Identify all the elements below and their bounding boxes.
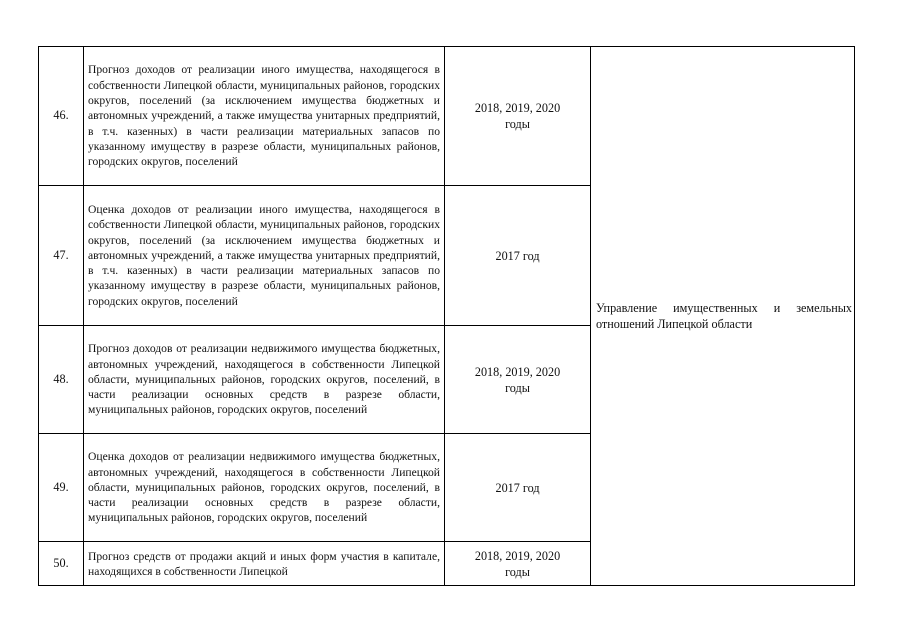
row-period-line1: 2018, 2019, 2020: [474, 101, 561, 115]
row-number: 46.: [39, 47, 84, 186]
responsible-body: Управление имущественных и земельных отношений Липецкой области: [591, 47, 855, 586]
row-period: [445, 47, 591, 186]
document-table: [38, 46, 855, 586]
row-description-clip: [88, 549, 440, 579]
row-description: Оценка доходов от реализации недвижимого имущества бюджетных, автономных учреждений, находящегося в собственности Липецкой области, муниципальных районов, городских округов, поселений, в части реализации основных средств в разрезе области, муниципальных районов, городских округов, поселений: [84, 434, 445, 542]
row-period-line2: годы: [505, 564, 530, 579]
row-description: [84, 542, 445, 586]
row-period: [445, 186, 591, 326]
row-description: Оценка доходов от реализации иного имущества, находящегося в собственности Липецкой области, муниципальных районов, городских округов, поселений (за исключением имущества бюджетных и автономных учреждений, а также имущества унитарных предприятий, в т.ч. казенных) в части реализации материальных запасов по указанному имуществу в разрезе области, муниципальных районов, городских округов, поселений: [84, 186, 445, 326]
row-description-text: Прогноз средств от продажи акций и иных форм участия в капитале, находящихся в собственности Липецкой: [88, 549, 440, 578]
row-period: [445, 434, 591, 542]
row-number: 48.: [39, 326, 84, 434]
row-description: Прогноз доходов от реализации иного имущества, находящегося в собственности Липецкой области, муниципальных районов, городских округов, поселений (за исключением имущества бюджетных и автономных учреждений, а также имущества унитарных предприятий, в т.ч. казенных) в части реализации материальных запасов по указанному имуществу в разрезе области, муниципальных районов, городских округов, поселений: [84, 47, 445, 186]
row-period-line2: годы: [505, 117, 530, 131]
row-period: [445, 542, 591, 586]
row-period-line1: 2018, 2019, 2020: [474, 364, 561, 379]
row-period-line2: годы: [505, 380, 530, 395]
row-period-line1: 2018, 2019, 2020: [474, 548, 561, 563]
row-period-line1: 2017 год: [495, 248, 540, 263]
row-number: 50.: [39, 542, 84, 586]
row-period-line1: 2017 год: [495, 480, 540, 495]
table-row: [39, 47, 855, 186]
row-number: 49.: [39, 434, 84, 542]
row-number: 47.: [39, 186, 84, 326]
row-description: Прогноз доходов от реализации недвижимого имущества бюджетных, автономных учреждений, находящегося в собственности Липецкой области, муниципальных районов, городских округов, поселений, в части реализации основных средств в разрезе области, муниципальных районов, городских округов, поселений: [84, 326, 445, 434]
row-period: [445, 326, 591, 434]
